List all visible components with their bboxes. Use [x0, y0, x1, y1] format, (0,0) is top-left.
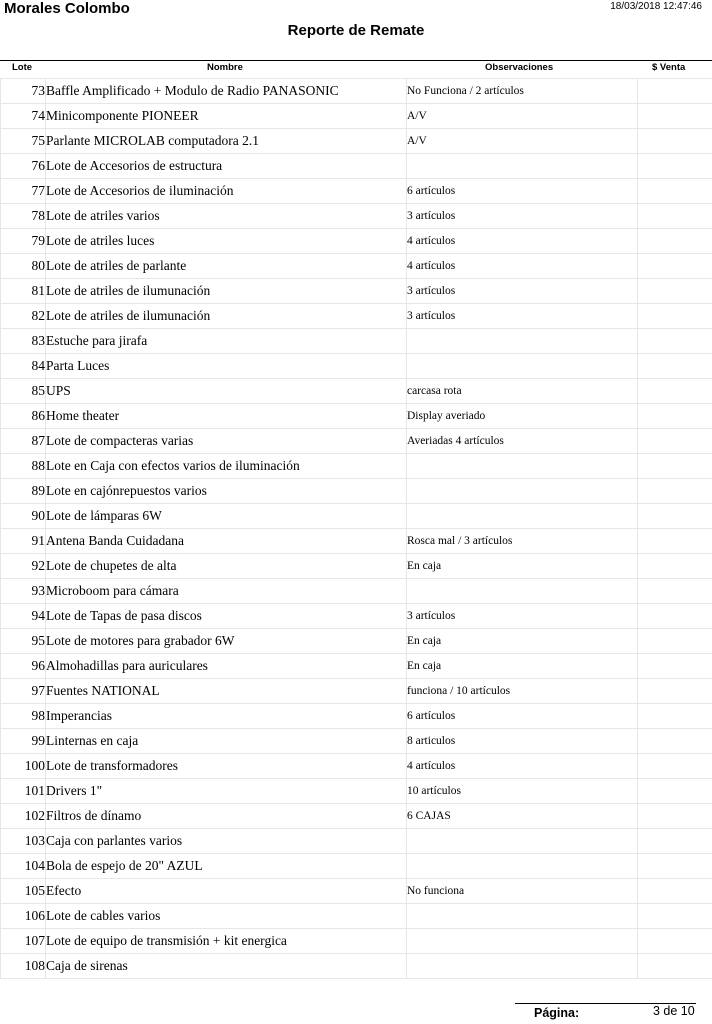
lote-cell: 97	[1, 679, 46, 704]
venta-cell	[638, 654, 712, 679]
venta-cell	[638, 829, 712, 854]
table-row	[1, 854, 712, 879]
observaciones-cell: A/V	[407, 104, 638, 129]
table-row	[1, 204, 712, 229]
venta-cell	[638, 529, 712, 554]
lote-cell: 74	[1, 104, 46, 129]
table-row	[1, 829, 712, 854]
lote-cell: 75	[1, 129, 46, 154]
venta-cell	[638, 754, 712, 779]
table-row	[1, 179, 712, 204]
table-row	[1, 304, 712, 329]
observaciones-cell: 3 artículos	[407, 204, 638, 229]
table-row	[1, 79, 712, 104]
venta-cell	[638, 79, 712, 104]
nombre-cell: Almohadillas para auriculares	[46, 654, 407, 679]
table-row	[1, 279, 712, 304]
lote-cell: 86	[1, 404, 46, 429]
table-row	[1, 704, 712, 729]
nombre-cell: Microboom para cámara	[46, 579, 407, 604]
table-row	[1, 779, 712, 804]
lote-cell: 106	[1, 904, 46, 929]
table-row	[1, 754, 712, 779]
table-row	[1, 429, 712, 454]
table-row	[1, 479, 712, 504]
lote-cell: 104	[1, 854, 46, 879]
table-row	[1, 954, 712, 979]
venta-cell	[638, 629, 712, 654]
observaciones-cell	[407, 954, 638, 979]
lote-cell: 81	[1, 279, 46, 304]
nombre-cell: Antena Banda Cuidadana	[46, 529, 407, 554]
venta-cell	[638, 204, 712, 229]
observaciones-cell: 3 artículos	[407, 304, 638, 329]
nombre-cell: Lote de cables varios	[46, 904, 407, 929]
nombre-cell: Bola de espejo de 20" AZUL	[46, 854, 407, 879]
nombre-cell: Lote de Tapas de pasa discos	[46, 604, 407, 629]
nombre-cell: Lote de atriles de ilumunación	[46, 279, 407, 304]
nombre-cell: Baffle Amplificado + Modulo de Radio PANASONIC	[46, 79, 407, 104]
observaciones-cell: 4 artículos	[407, 229, 638, 254]
observaciones-cell: Averiadas 4 artículos	[407, 429, 638, 454]
venta-cell	[638, 479, 712, 504]
venta-cell	[638, 954, 712, 979]
venta-cell	[638, 354, 712, 379]
observaciones-cell	[407, 904, 638, 929]
report-title: Reporte de Remate	[287, 22, 425, 39]
venta-cell	[638, 154, 712, 179]
observaciones-cell: En caja	[407, 654, 638, 679]
lote-cell: 95	[1, 629, 46, 654]
venta-cell	[638, 804, 712, 829]
observaciones-cell	[407, 154, 638, 179]
observaciones-cell: 8 articulos	[407, 729, 638, 754]
venta-cell	[638, 329, 712, 354]
nombre-cell: Home theater	[46, 404, 407, 429]
table-row	[1, 529, 712, 554]
nombre-cell: Parta Luces	[46, 354, 407, 379]
venta-cell	[638, 704, 712, 729]
venta-cell	[638, 304, 712, 329]
lots-table	[0, 78, 712, 979]
table-row	[1, 929, 712, 954]
lote-cell: 103	[1, 829, 46, 854]
observaciones-cell: 6 CAJAS	[407, 804, 638, 829]
column-header-lote: Lote	[12, 62, 33, 73]
lote-cell: 76	[1, 154, 46, 179]
table-row	[1, 654, 712, 679]
lote-cell: 92	[1, 554, 46, 579]
table-row	[1, 104, 712, 129]
nombre-cell: Lote en Caja con efectos varios de iluminación	[46, 454, 407, 479]
table-row	[1, 129, 712, 154]
report-datetime: 18/03/2018 12:47:46	[610, 1, 702, 12]
observaciones-cell: 4 artículos	[407, 254, 638, 279]
lote-cell: 78	[1, 204, 46, 229]
nombre-cell: Lote de motores para grabador 6W	[46, 629, 407, 654]
nombre-cell: Lote de atriles de parlante	[46, 254, 407, 279]
table-row	[1, 329, 712, 354]
nombre-cell: Caja con parlantes varios	[46, 829, 407, 854]
venta-cell	[638, 104, 712, 129]
company-name: Morales Colombo	[4, 0, 130, 17]
nombre-cell: Lote de equipo de transmisión + kit energica	[46, 929, 407, 954]
venta-cell	[638, 604, 712, 629]
venta-cell	[638, 679, 712, 704]
lote-cell: 94	[1, 604, 46, 629]
venta-cell	[638, 254, 712, 279]
table-row	[1, 729, 712, 754]
observaciones-cell	[407, 354, 638, 379]
page-number: 3 de 10	[653, 1004, 695, 1018]
observaciones-cell: 6 artículos	[407, 179, 638, 204]
lote-cell: 96	[1, 654, 46, 679]
table-row	[1, 454, 712, 479]
lote-cell: 77	[1, 179, 46, 204]
lote-cell: 84	[1, 354, 46, 379]
lote-cell: 79	[1, 229, 46, 254]
venta-cell	[638, 779, 712, 804]
lots-table-body	[1, 79, 712, 979]
lote-cell: 108	[1, 954, 46, 979]
table-row	[1, 679, 712, 704]
observaciones-cell: No Funciona / 2 artículos	[407, 79, 638, 104]
table-row	[1, 254, 712, 279]
table-row	[1, 354, 712, 379]
venta-cell	[638, 454, 712, 479]
table-row	[1, 579, 712, 604]
nombre-cell: Minicomponente PIONEER	[46, 104, 407, 129]
observaciones-cell	[407, 854, 638, 879]
column-header-nombre: Nombre	[207, 62, 243, 73]
nombre-cell: Fuentes NATIONAL	[46, 679, 407, 704]
observaciones-cell: funciona / 10 artículos	[407, 679, 638, 704]
lote-cell: 87	[1, 429, 46, 454]
lote-cell: 88	[1, 454, 46, 479]
page-label: Página:	[534, 1006, 580, 1020]
nombre-cell: Lote de transformadores	[46, 754, 407, 779]
nombre-cell: Lote de Accesorios de estructura	[46, 154, 407, 179]
header-divider	[0, 60, 712, 61]
observaciones-cell	[407, 454, 638, 479]
observaciones-cell: No funciona	[407, 879, 638, 904]
observaciones-cell	[407, 579, 638, 604]
lote-cell: 93	[1, 579, 46, 604]
observaciones-cell: 6 artículos	[407, 704, 638, 729]
venta-cell	[638, 129, 712, 154]
lote-cell: 102	[1, 804, 46, 829]
nombre-cell: Caja de sirenas	[46, 954, 407, 979]
lote-cell: 91	[1, 529, 46, 554]
observaciones-cell	[407, 929, 638, 954]
venta-cell	[638, 429, 712, 454]
venta-cell	[638, 229, 712, 254]
observaciones-cell: A/V	[407, 129, 638, 154]
lote-cell: 89	[1, 479, 46, 504]
venta-cell	[638, 579, 712, 604]
lote-cell: 107	[1, 929, 46, 954]
lote-cell: 82	[1, 304, 46, 329]
observaciones-cell	[407, 479, 638, 504]
nombre-cell: Lote de atriles varios	[46, 204, 407, 229]
observaciones-cell: carcasa rota	[407, 379, 638, 404]
nombre-cell: Estuche para jirafa	[46, 329, 407, 354]
observaciones-cell: En caja	[407, 554, 638, 579]
venta-cell	[638, 929, 712, 954]
table-row	[1, 504, 712, 529]
lote-cell: 83	[1, 329, 46, 354]
nombre-cell: Filtros de dínamo	[46, 804, 407, 829]
venta-cell	[638, 404, 712, 429]
observaciones-cell	[407, 829, 638, 854]
venta-cell	[638, 504, 712, 529]
observaciones-cell: 3 artículos	[407, 279, 638, 304]
observaciones-cell	[407, 504, 638, 529]
nombre-cell: Lote de atriles luces	[46, 229, 407, 254]
lote-cell: 85	[1, 379, 46, 404]
observaciones-cell: 4 artículos	[407, 754, 638, 779]
table-row	[1, 554, 712, 579]
nombre-cell: Lote en cajónrepuestos varios	[46, 479, 407, 504]
lote-cell: 100	[1, 754, 46, 779]
table-row	[1, 604, 712, 629]
lote-cell: 73	[1, 79, 46, 104]
nombre-cell: Lote de lámparas 6W	[46, 504, 407, 529]
venta-cell	[638, 179, 712, 204]
table-row	[1, 904, 712, 929]
venta-cell	[638, 379, 712, 404]
venta-cell	[638, 554, 712, 579]
table-row	[1, 229, 712, 254]
venta-cell	[638, 879, 712, 904]
nombre-cell: Lote de atriles de ilumunación	[46, 304, 407, 329]
table-row	[1, 804, 712, 829]
column-header-observaciones: Observaciones	[485, 62, 554, 73]
lote-cell: 80	[1, 254, 46, 279]
table-row	[1, 629, 712, 654]
venta-cell	[638, 904, 712, 929]
nombre-cell: Drivers 1"	[46, 779, 407, 804]
table-row	[1, 879, 712, 904]
lote-cell: 90	[1, 504, 46, 529]
observaciones-cell: Rosca mal / 3 artículos	[407, 529, 638, 554]
lote-cell: 98	[1, 704, 46, 729]
observaciones-cell	[407, 329, 638, 354]
table-row	[1, 379, 712, 404]
nombre-cell: Efecto	[46, 879, 407, 904]
lote-cell: 101	[1, 779, 46, 804]
nombre-cell: Imperancias	[46, 704, 407, 729]
table-row	[1, 404, 712, 429]
observaciones-cell: 3 artículos	[407, 604, 638, 629]
lote-cell: 99	[1, 729, 46, 754]
column-header-venta: $ Venta	[652, 62, 686, 73]
nombre-cell: Parlante MICROLAB computadora 2.1	[46, 129, 407, 154]
observaciones-cell: 10 artículos	[407, 779, 638, 804]
nombre-cell: Lote de compacteras varias	[46, 429, 407, 454]
venta-cell	[638, 279, 712, 304]
table-row	[1, 154, 712, 179]
observaciones-cell: En caja	[407, 629, 638, 654]
venta-cell	[638, 729, 712, 754]
nombre-cell: Lote de Accesorios de iluminación	[46, 179, 407, 204]
nombre-cell: UPS	[46, 379, 407, 404]
nombre-cell: Lote de chupetes de alta	[46, 554, 407, 579]
observaciones-cell: Display averiado	[407, 404, 638, 429]
nombre-cell: Linternas en caja	[46, 729, 407, 754]
venta-cell	[638, 854, 712, 879]
lote-cell: 105	[1, 879, 46, 904]
